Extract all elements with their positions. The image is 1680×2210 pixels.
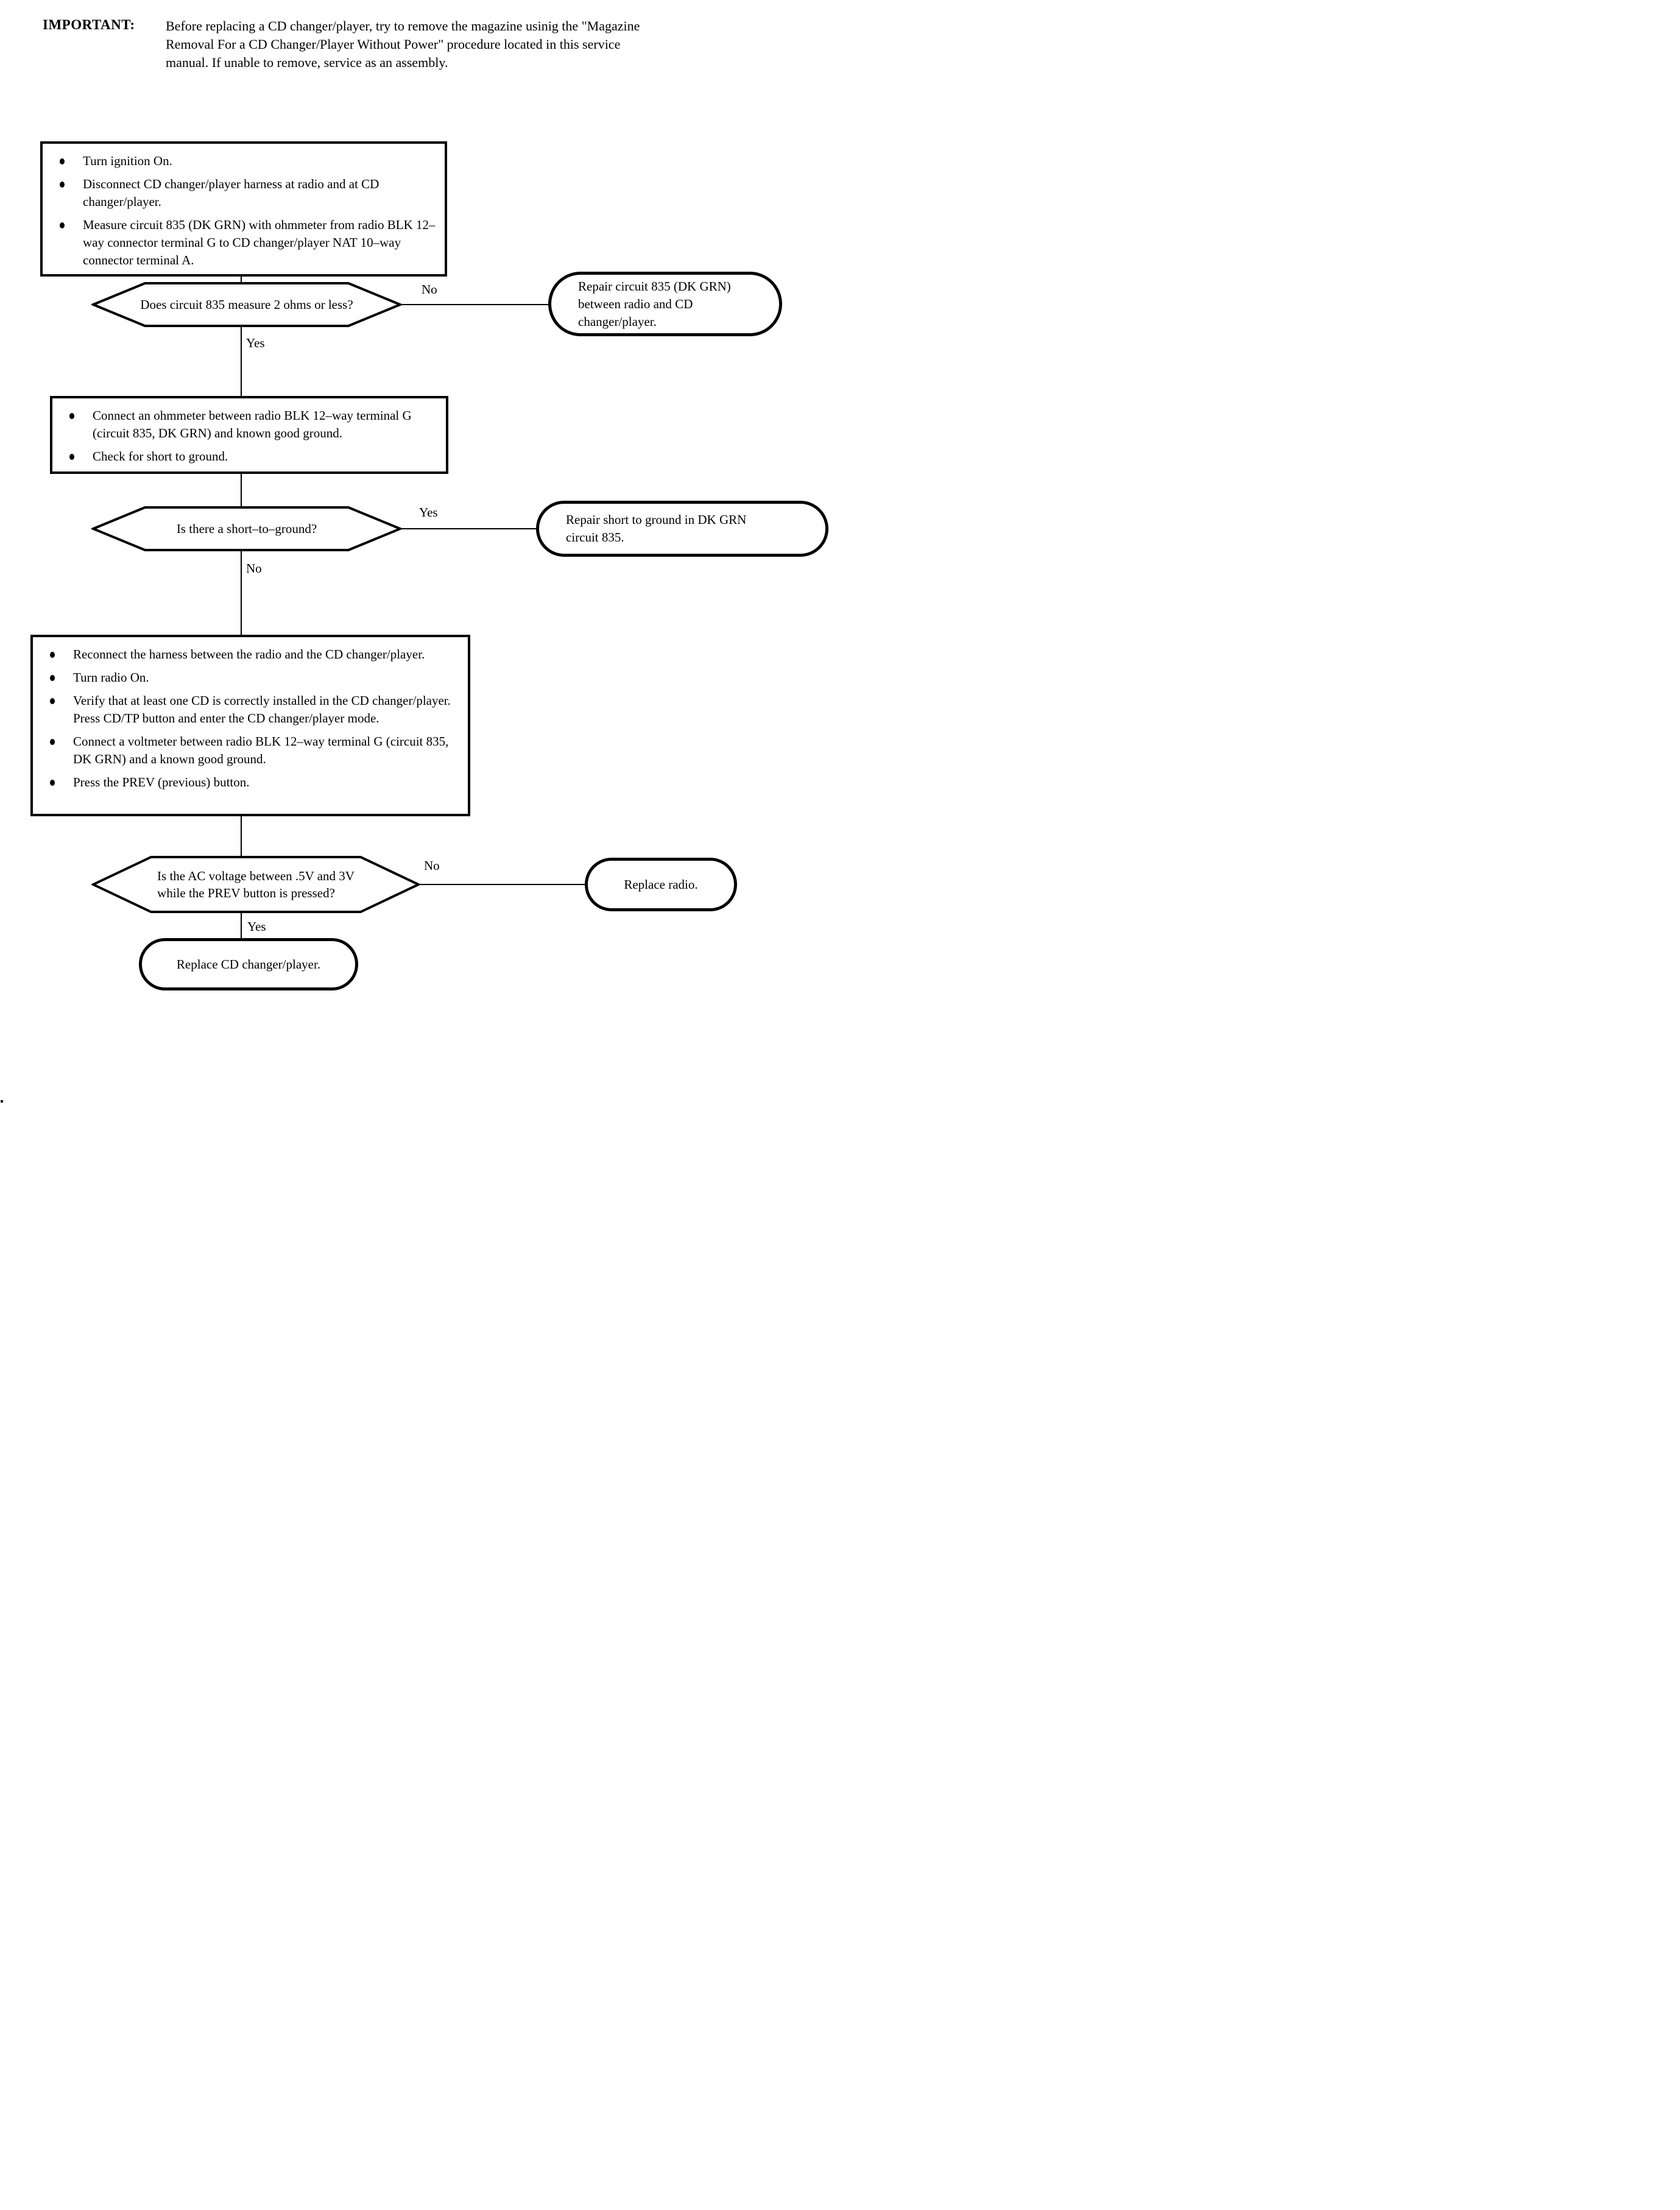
step-item: Turn ignition On. — [43, 152, 436, 170]
decision-question-line: Is the AC voltage between .5V and 3V — [157, 869, 355, 883]
branch-label-yes-3: Yes — [247, 919, 266, 934]
step-item: Disconnect CD changer/player harness at radio and at CD changer/player. — [43, 175, 436, 211]
important-text — [166, 17, 775, 72]
important-text-line: Removal For a CD Changer/Player Without Power" procedure located in this service — [166, 37, 621, 52]
result-text-line: Replace CD changer/player. — [176, 956, 321, 972]
step-item: Turn radio On. — [33, 669, 459, 687]
decision-question-line: while the PREV button is pressed? — [157, 886, 335, 900]
step-item: Connect an ohmmeter between radio BLK 12–way terminal G (circuit 835, DK GRN) and known good ground. — [52, 407, 437, 442]
step-item: Press the PREV (previous) button. — [33, 774, 459, 791]
result-text-line: circuit 835. — [566, 530, 624, 545]
step-item: Measure circuit 835 (DK GRN) with ohmmeter from radio BLK 12–way connector terminal G to CD changer/player NAT 10–way connector terminal A. — [43, 216, 436, 269]
decision-question-1: Does circuit 835 measure 2 ohms or less? — [140, 297, 353, 312]
result-text-line: changer/player. — [578, 314, 657, 329]
step-box-1-list — [43, 144, 445, 269]
result-text-line: between radio and CD — [578, 296, 693, 311]
step-box-2 — [50, 396, 448, 474]
step-item: Verify that at least one CD is correctly installed in the CD changer/player. Press CD/TP button and enter the CD changer/player mode. — [33, 692, 459, 727]
branch-label-yes-1: Yes — [246, 336, 265, 350]
decision-hexagon-3 — [91, 855, 420, 914]
decision-question-2: Is there a short–to–ground? — [176, 521, 317, 536]
scan-artifact-dot — [1, 1100, 3, 1103]
decision-question-3 — [91, 855, 420, 914]
result-text-line: Replace radio. — [624, 877, 698, 892]
result-oval-repair-circuit — [548, 272, 782, 336]
step-box-3-list — [33, 637, 468, 791]
important-text-line: Before replacing a CD changer/player, try to remove the magazine usinig the "Magazine — [166, 18, 640, 34]
result-text-line: Repair circuit 835 (DK GRN) — [578, 278, 731, 294]
result-text-line: Repair short to ground in DK GRN — [566, 512, 747, 527]
important-label: IMPORTANT: — [43, 17, 135, 32]
branch-label-no-3: No — [424, 858, 440, 873]
branch-label-no-1: No — [422, 282, 437, 297]
decision-hexagon-1 — [91, 281, 402, 328]
branch-label-yes-2: Yes — [419, 505, 438, 520]
step-box-3 — [30, 635, 470, 816]
result-oval-replace-cd-changer — [139, 938, 358, 990]
branch-label-no-2: No — [246, 561, 262, 576]
step-box-1 — [40, 141, 447, 277]
step-item: Reconnect the harness between the radio and the CD changer/player. — [33, 646, 459, 663]
step-item: Check for short to ground. — [52, 448, 437, 465]
result-oval-repair-short — [536, 501, 828, 557]
step-item: Connect a voltmeter between radio BLK 12–way terminal G (circuit 835, DK GRN) and a known good ground. — [33, 733, 459, 768]
service-manual-page — [0, 0, 840, 1105]
important-text-line: manual. If unable to remove, service as an assembly. — [166, 55, 448, 70]
decision-hexagon-2 — [91, 506, 402, 552]
result-oval-replace-radio — [585, 858, 737, 911]
step-box-2-list — [52, 398, 446, 465]
